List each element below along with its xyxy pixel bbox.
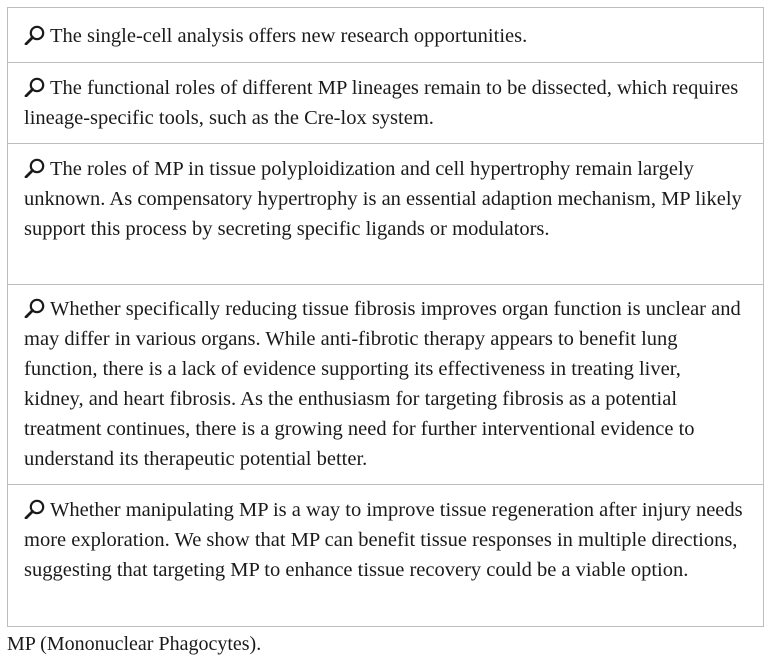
row-text: The functional roles of different MP lineages remain to be dissected, which requires lineage-specific tools, such as the Cre-lox system. <box>24 77 739 129</box>
magnifier-icon <box>24 77 46 97</box>
table-row <box>8 143 763 284</box>
table-footnote: MP (Mononuclear Phagocytes). <box>7 633 262 655</box>
table-row <box>8 284 763 484</box>
row-text: Whether specifically reducing tissue fibrosis improves organ function is unclear and may differ in various organs. While anti-fibrotic therapy appears to benefit lung function, there is a lack of evidence supporting its effectiveness in treating liver, kidney, and heart fibrosis. As the enthusiasm for targeting fibrosis as a potential treatment continues, there is a growing need for further interventional evidence to understand its therapeutic potential better. <box>24 298 741 470</box>
magnifier-icon <box>24 25 46 45</box>
row-text: The single-cell analysis offers new research opportunities. <box>50 25 528 47</box>
row-text: Whether manipulating MP is a way to improve tissue regeneration after injury needs more exploration. We show that MP can benefit tissue responses in multiple directions, suggesting that targeting MP to enhance tissue recovery could be a viable option. <box>24 499 743 581</box>
magnifier-icon <box>24 499 46 519</box>
magnifier-icon <box>24 158 46 178</box>
table-row <box>8 62 763 143</box>
magnifier-icon <box>24 298 46 318</box>
outstanding-questions-table <box>7 7 764 627</box>
row-text: The roles of MP in tissue polyploidization and cell hypertrophy remain largely unknown. As compensatory hypertrophy is an essential adaption mechanism, MP likely support this process by secreting specific ligands or modulators. <box>24 158 742 240</box>
table-row <box>8 8 763 62</box>
table-row <box>8 484 763 626</box>
